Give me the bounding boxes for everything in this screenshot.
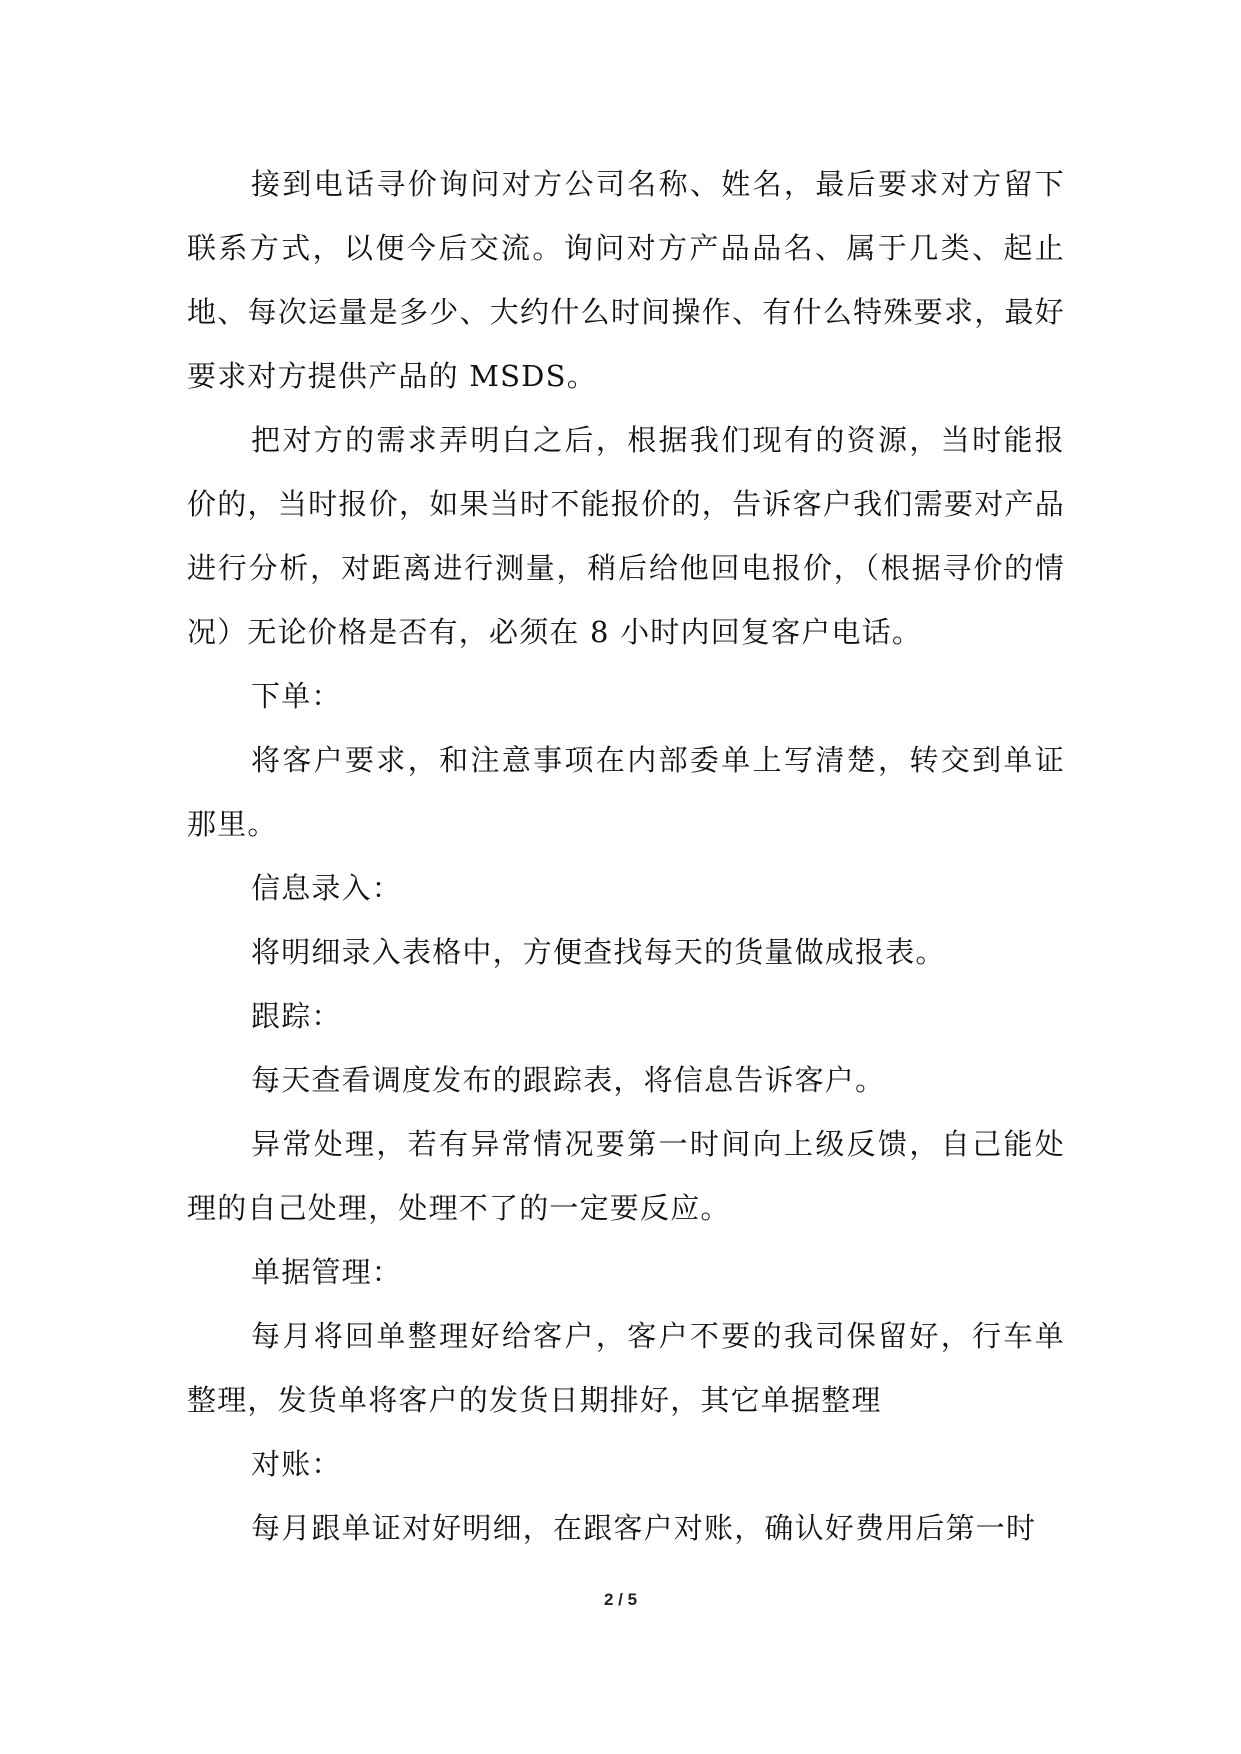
paragraph-quotation: 把对方的需求弄明白之后，根据我们现有的资源，当时能报价的，当时报价，如果当时不能报价的，告诉客户我们需要对产品进行分析，对距离进行测量，稍后给他回电报价，（根据寻价的情况）无论价格是否有，必须在 8 小时内回复客户电话。 (187, 423, 1065, 649)
heading-data-entry: 信息录入： (251, 871, 403, 905)
page-number: 2 / 5 (603, 1590, 638, 1609)
paragraph-order: 将客户要求，和注意事项在内部委单上写清楚，转交到单证那里。 (187, 743, 1065, 841)
paragraph-tracking: 每天查看调度发布的跟踪表，将信息告诉客户。 (251, 1063, 886, 1097)
paragraph-document-management: 每月将回单整理好给客户，客户不要的我司保留好，行车单整理，发货单将客户的发货日期排好，其它单据整理 (187, 1319, 1065, 1417)
paragraph-exception-handling: 异常处理，若有异常情况要第一时间向上级反馈，自己能处理的自己处理，处理不了的一定要反应。 (187, 1127, 1065, 1225)
paragraph-data-entry: 将明细录入表格中，方便查找每天的货量做成报表。 (251, 935, 946, 969)
heading-order: 下单： (251, 679, 342, 713)
heading-tracking: 跟踪： (251, 999, 342, 1033)
paragraph-inquiry-handling: 接到电话寻价询问对方公司名称、姓名，最后要求对方留下联系方式，以便今后交流。询问对方产品品名、属于几类、起止地、每次运量是多少、大约什么时间操作、有什么特殊要求，最好要求对方提供产品的 MSDS。 (187, 167, 1065, 393)
heading-reconciliation: 对账： (251, 1447, 342, 1481)
heading-document-management: 单据管理： (251, 1255, 403, 1289)
paragraph-reconciliation: 每月跟单证对好明细，在跟客户对账，确认好费用后第一时 (251, 1511, 1037, 1545)
document-body (187, 152, 1065, 1560)
